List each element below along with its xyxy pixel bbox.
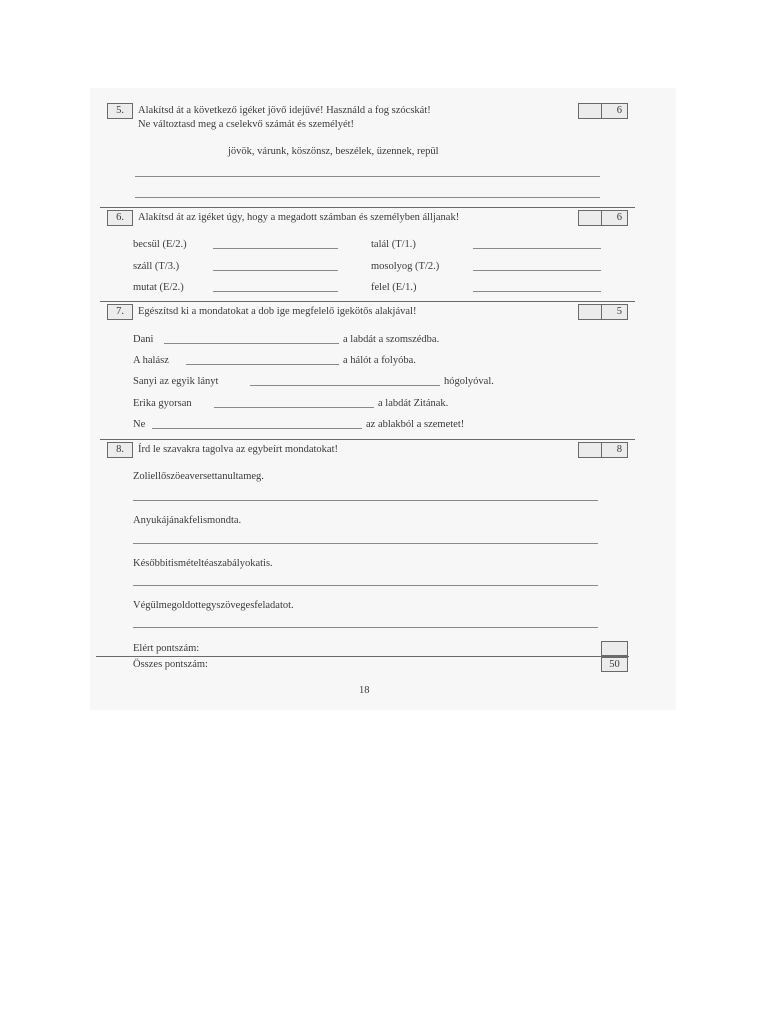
task-6-item: becsül (E/2.) <box>133 239 187 250</box>
task-6-number: 6. <box>107 210 133 226</box>
task-6-answer-line[interactable] <box>213 248 338 249</box>
task-8-answer-line[interactable] <box>133 627 598 628</box>
task-8-points: 8 <box>578 442 628 458</box>
task-7-sentence-start: Erika gyorsan <box>133 398 192 409</box>
task-5-instruction: Alakítsd át a következő igéket jövő idejűvé! Használd a fog szócskát! <box>138 105 431 116</box>
divider <box>100 301 635 302</box>
task-7-answer-line[interactable] <box>186 364 339 365</box>
task-7-number: 7. <box>107 304 133 320</box>
divider <box>96 656 629 657</box>
achieved-score-label: Elért pontszám: <box>133 643 200 654</box>
page-number: 18 <box>359 685 370 696</box>
task-6-answer-line[interactable] <box>213 270 338 271</box>
task-8-sentence: Végülmegoldottegyszövegesfeladatot. <box>133 600 294 611</box>
task-8-answer-line[interactable] <box>133 585 598 586</box>
task-6-instruction: Alakítsd át az igéket úgy, hogy a megadott számban és személyben álljanak! <box>138 212 460 223</box>
total-score-label: Összes pontszám: <box>133 659 208 670</box>
task-5-answer-line-1[interactable] <box>135 176 600 177</box>
total-score-box: 50 <box>601 657 628 672</box>
task-8-answer-line[interactable] <box>133 543 598 544</box>
task-7-sentence-end: a labdát a szomszédba. <box>343 334 440 345</box>
task-8-sentence: Későbbitismételtéaszabályokatis. <box>133 558 273 569</box>
task-7-answer-line[interactable] <box>152 428 362 429</box>
task-7-answer-line[interactable] <box>250 385 440 386</box>
task-6-answer-line[interactable] <box>473 291 601 292</box>
task-7-sentence-start: Ne <box>133 419 146 430</box>
task-7-sentence-start: A halász <box>133 355 169 366</box>
task-7-sentence-end: a labdát Zitának. <box>378 398 449 409</box>
divider <box>100 207 635 208</box>
task-5-number: 5. <box>107 103 133 119</box>
task-8-number: 8. <box>107 442 133 458</box>
task-7-points: 5 <box>578 304 628 320</box>
divider <box>100 439 635 440</box>
task-6-answer-line[interactable] <box>213 291 338 292</box>
task-7-sentence-end: a hálót a folyóba. <box>343 355 416 366</box>
task-6-item: felel (E/1.) <box>371 282 417 293</box>
task-8-sentence: Zoliellőszöeaversettanultameg. <box>133 471 264 482</box>
achieved-score-box[interactable] <box>601 641 628 656</box>
task-5-answer-line-2[interactable] <box>135 197 600 198</box>
task-7-sentence-end: az ablakból a szemetet! <box>366 419 465 430</box>
task-5-words: jövök, várunk, köszönsz, beszélek, üzennek, repül <box>228 146 439 157</box>
task-7-answer-line[interactable] <box>214 407 374 408</box>
task-5-instruction-2: Ne változtasd meg a cselekvő számát és személyét! <box>138 119 355 130</box>
task-7-sentence-start: Sanyi az egyik lányt <box>133 376 219 387</box>
task-6-answer-line[interactable] <box>473 270 601 271</box>
task-7-answer-line[interactable] <box>164 343 339 344</box>
task-8-answer-line[interactable] <box>133 500 598 501</box>
task-6-item: mosolyog (T/2.) <box>371 261 440 272</box>
task-6-item: száll (T/3.) <box>133 261 180 272</box>
task-6-answer-line[interactable] <box>473 248 601 249</box>
task-6-points: 6 <box>578 210 628 226</box>
task-7-sentence-end: hógolyóval. <box>444 376 494 387</box>
task-7-sentence-start: Dani <box>133 334 154 345</box>
task-6-item: talál (T/1.) <box>371 239 416 250</box>
task-8-sentence: Anyukájánakfelismondta. <box>133 515 242 526</box>
task-5-points: 6 <box>578 103 628 119</box>
task-7-instruction: Egészítsd ki a mondatokat a dob ige megfelelő igekötős alakjával! <box>138 306 417 317</box>
task-6-item: mutat (E/2.) <box>133 282 184 293</box>
task-8-instruction: Írd le szavakra tagolva az egybeírt mondatokat! <box>138 444 338 455</box>
